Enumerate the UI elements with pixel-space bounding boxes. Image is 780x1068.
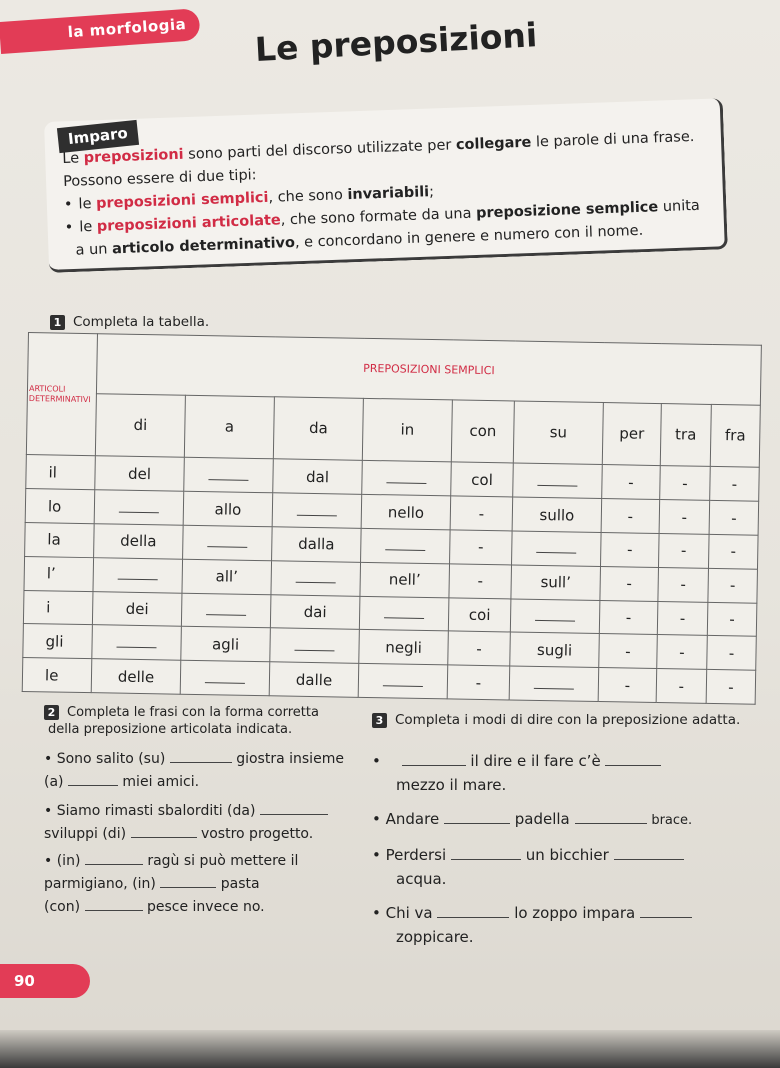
table-cell: dei — [92, 591, 182, 626]
table-cell: nello — [361, 494, 451, 529]
preposition-header: da — [273, 396, 363, 460]
blank[interactable] — [68, 773, 118, 786]
preposition-table — [22, 332, 762, 705]
exercise-1-heading — [50, 314, 209, 330]
blank[interactable] — [260, 802, 328, 815]
blank[interactable] — [385, 538, 425, 552]
exercise-2-sentence-2: • Siamo rimasti sbalorditi (da) sviluppi (di) vostro progetto. — [44, 800, 374, 846]
fill-in-cell[interactable] — [270, 628, 360, 663]
table-cell: - — [706, 670, 756, 705]
blank[interactable] — [118, 567, 158, 581]
table-cell: - — [601, 532, 659, 567]
exercise-2-heading: 2 Completa le frasi con la forma corretta della preposizione articolata indicata. — [44, 704, 374, 738]
article-cell: i — [23, 590, 93, 625]
blank[interactable] — [614, 847, 684, 860]
imparo-bullet-1: • le preposizioni semplici, che sono invariabili; — [64, 171, 724, 217]
blank[interactable] — [295, 637, 335, 651]
blank[interactable] — [297, 502, 337, 516]
table-cell: - — [710, 467, 760, 502]
fill-in-cell[interactable] — [513, 463, 603, 498]
modo-di-dire-3: • Perdersi un bicchier acqua. — [372, 843, 772, 891]
fill-in-cell[interactable] — [94, 490, 184, 525]
article-cell: le — [22, 658, 92, 693]
exercise-3-heading — [372, 712, 772, 729]
fill-in-cell[interactable] — [362, 461, 452, 496]
blank[interactable] — [384, 605, 424, 619]
table-cell: coi — [448, 597, 511, 632]
table-cell: nell’ — [360, 562, 450, 597]
blank[interactable] — [605, 753, 661, 766]
blank[interactable] — [206, 602, 246, 616]
imparo-tag: Imparo — [57, 120, 139, 153]
table-cell: - — [660, 466, 711, 501]
table-cell: delle — [91, 659, 181, 694]
table-cell: dai — [270, 594, 360, 629]
blank[interactable] — [207, 534, 247, 548]
imparo-bullet-2: • le preposizioni articolate, che sono formate da una preposizione semplice unita — [64, 194, 724, 240]
table-cell: dal — [273, 459, 363, 494]
fill-in-cell[interactable] — [359, 596, 449, 631]
fill-in-cell[interactable] — [510, 599, 600, 634]
fill-in-cell[interactable] — [92, 625, 182, 660]
table-cell: - — [599, 634, 657, 669]
fill-in-cell[interactable] — [272, 493, 362, 528]
modo-di-dire-1: • il dire e il fare c’è mezzo il mare. — [372, 749, 772, 797]
fill-in-cell[interactable] — [361, 528, 451, 563]
blank[interactable] — [170, 750, 232, 763]
blank[interactable] — [383, 673, 423, 687]
blank[interactable] — [444, 811, 510, 824]
exercise-1-number: 1 — [50, 315, 65, 330]
exercise-2-number: 2 — [44, 705, 59, 720]
table-cell: - — [708, 568, 758, 603]
preposition-header: fra — [710, 404, 760, 468]
fill-in-cell[interactable] — [271, 561, 361, 596]
blank[interactable] — [131, 825, 197, 838]
table-cell: - — [657, 635, 708, 670]
fill-in-cell[interactable] — [184, 458, 274, 493]
table-cell: negli — [359, 630, 449, 665]
preposition-header: su — [513, 401, 603, 465]
section-tab — [0, 8, 201, 54]
table-cell: - — [599, 600, 657, 635]
table-cell: - — [709, 501, 759, 536]
blank[interactable] — [402, 753, 466, 766]
table-cell: allo — [183, 491, 273, 526]
section-label: la morfologia — [67, 15, 187, 42]
blank[interactable] — [386, 470, 426, 484]
imparo-p2: Possono essere di due tipi: — [62, 167, 257, 190]
exercise-2-sentence-3: • (in) ragù si può mettere il parmigiano, (in) pasta (con) pesce invece no. — [44, 853, 299, 915]
modo-di-dire-2: • Andare padella brace. — [372, 810, 693, 828]
exercise-1-instruction: Completa la tabella. — [73, 314, 210, 330]
blank[interactable] — [536, 540, 576, 554]
fill-in-cell[interactable] — [512, 531, 602, 566]
table-cell: - — [657, 601, 708, 636]
exercise-3-number: 3 — [372, 713, 387, 728]
table-cell: all’ — [182, 559, 272, 594]
page-title: Le preposizioni — [253, 15, 539, 69]
blank[interactable] — [451, 847, 521, 860]
page-bottom-shadow — [0, 1030, 780, 1068]
blank[interactable] — [117, 634, 157, 648]
header-preposizioni: PREPOSIZIONI SEMPLICI — [96, 334, 761, 405]
blank[interactable] — [205, 670, 245, 684]
table-cell: col — [451, 462, 514, 497]
fill-in-cell[interactable] — [358, 663, 448, 698]
blank[interactable] — [640, 905, 692, 918]
table-cell: agli — [181, 627, 271, 662]
preposition-header: in — [362, 398, 452, 462]
table-cell: - — [707, 602, 757, 637]
preposition-header: a — [184, 395, 274, 459]
exercise-3 — [372, 712, 772, 949]
blank[interactable] — [575, 811, 647, 824]
article-cell: l’ — [24, 556, 94, 591]
blank[interactable] — [119, 499, 159, 513]
fill-in-cell[interactable] — [509, 666, 599, 701]
table-cell: - — [598, 668, 656, 703]
table-cell: - — [449, 564, 512, 599]
preposition-header: con — [451, 399, 514, 463]
page-number-tab — [0, 964, 90, 998]
table-cell: - — [656, 669, 707, 704]
table-cell: - — [450, 496, 513, 531]
table-cell: - — [447, 665, 510, 700]
preposition-header: tra — [660, 403, 711, 467]
table-cell: - — [450, 530, 513, 565]
article-cell: la — [25, 522, 95, 557]
table-cell: - — [602, 465, 660, 500]
imparo-text — [62, 125, 726, 263]
table-cell: - — [707, 636, 757, 671]
table-cell: dalle — [269, 662, 359, 697]
article-cell: il — [26, 455, 96, 490]
table-cell: - — [658, 533, 709, 568]
table-cell: - — [659, 500, 710, 535]
preposition-header: per — [602, 402, 661, 466]
fill-in-cell[interactable] — [180, 660, 270, 695]
blank[interactable] — [537, 473, 577, 487]
page-number: 90 — [14, 972, 35, 990]
blank[interactable] — [85, 852, 143, 865]
table-cell: sugli — [510, 632, 600, 667]
table-cell: - — [600, 566, 658, 601]
exercise-2-sentence-1: • Sono salito (su) giostra insieme (a) miei amici. — [44, 751, 344, 790]
article-cell: lo — [25, 489, 95, 524]
imparo-bullet-2-cont: a un articolo determinativo, e concordano in genere e numero con il nome. — [75, 222, 644, 259]
table-cell: sullo — [512, 497, 602, 532]
table-cell: - — [709, 534, 759, 569]
exercise-2 — [44, 704, 374, 919]
blank[interactable] — [160, 875, 216, 888]
table-cell: sull’ — [511, 565, 601, 600]
blank[interactable] — [85, 898, 143, 911]
header-articoli: ARTICOLI DETERMINATIVI — [26, 333, 97, 457]
blank[interactable] — [296, 570, 336, 584]
modo-di-dire-4: • Chi va lo zoppo impara zoppicare. — [372, 901, 772, 949]
imparo-p1: Le preposizioni sono parti del discorso utilizzate per collegare le parole di una frase. — [62, 128, 695, 167]
fill-in-cell[interactable] — [181, 593, 271, 628]
table-cell: - — [658, 567, 709, 602]
blank[interactable] — [437, 905, 509, 918]
fill-in-cell[interactable] — [93, 557, 183, 592]
table-cell: della — [94, 524, 184, 559]
article-cell: gli — [23, 624, 93, 659]
blank[interactable] — [535, 608, 575, 622]
table-cell: - — [448, 631, 511, 666]
table-cell: - — [601, 499, 659, 534]
table-cell: del — [95, 456, 185, 491]
blank[interactable] — [534, 675, 574, 689]
blank[interactable] — [208, 467, 248, 481]
table-cell: dalla — [272, 527, 362, 562]
fill-in-cell[interactable] — [183, 525, 273, 560]
preposition-header: di — [95, 393, 185, 457]
exercise-3-instruction: Completa i modi di dire con la preposizione adatta. — [395, 712, 741, 728]
